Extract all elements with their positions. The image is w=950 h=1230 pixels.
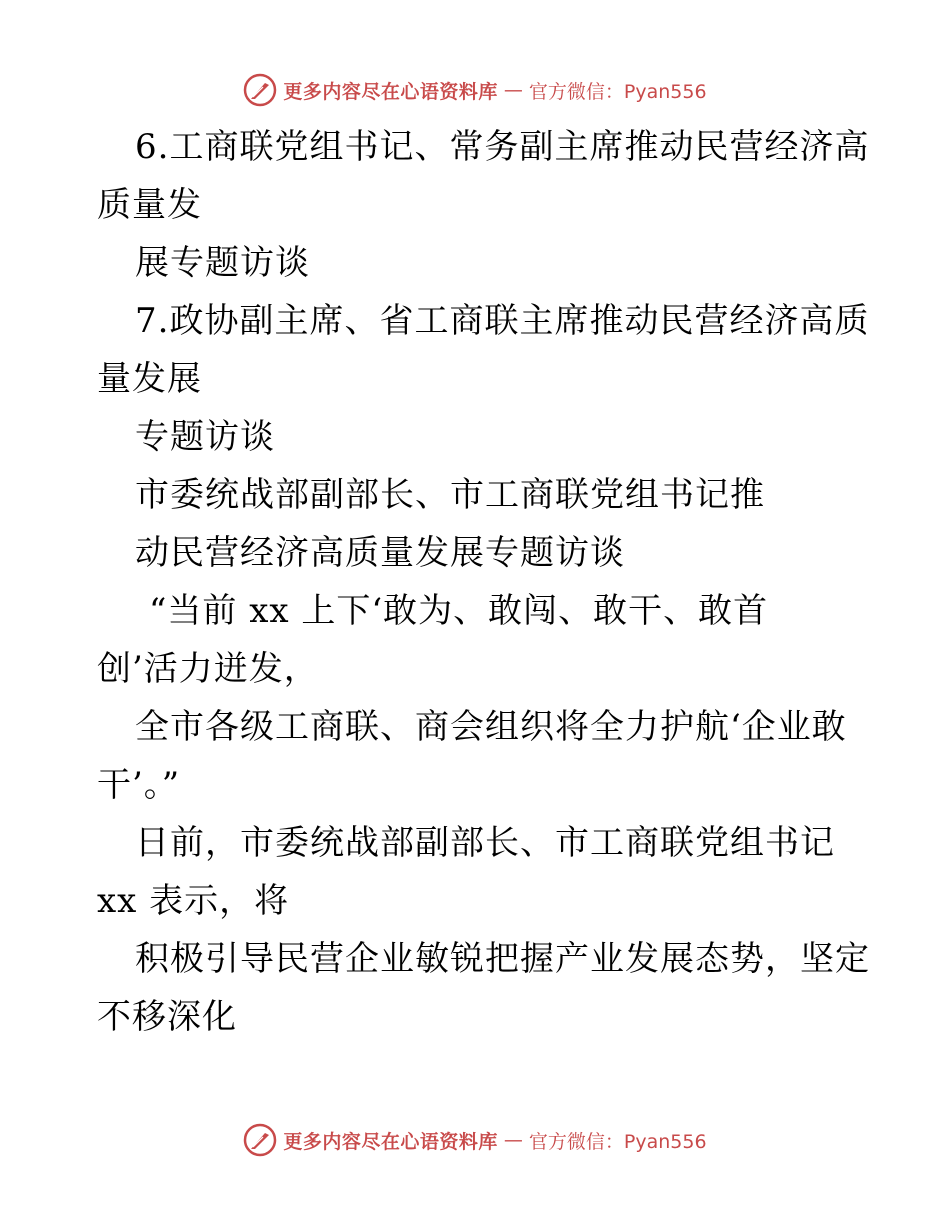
document-body [97, 118, 870, 1046]
text-line: 7.政协副主席、省工商联主席推动民营经济高质 [135, 301, 870, 341]
header-wechat: 官方微信：Pyan556 [528, 80, 707, 103]
text-line: 展专题访谈 [135, 243, 310, 283]
text-line: 专题访谈 [135, 417, 275, 457]
feather-logo-icon [243, 1123, 277, 1157]
text-line: 日前，市委统战部副部长、市工商联党组书记 [135, 823, 835, 863]
header-dash: — [503, 79, 523, 101]
footer-site-name: 更多内容尽在心语资料库 [283, 1130, 498, 1153]
text-line: 市委统战部副部长、市工商联党组书记推 [135, 475, 765, 515]
text-line: xx 表示，将 [97, 881, 290, 921]
text-line: 动民营经济高质量发展专题访谈 [135, 533, 625, 573]
text-line: 不移深化 [97, 997, 237, 1037]
text-line: 量发展 [97, 359, 202, 399]
footer-wechat: 官方微信：Pyan556 [528, 1130, 707, 1153]
text-line: 干’。” [97, 765, 181, 805]
footer-banner [0, 1120, 950, 1160]
feather-logo-icon [243, 73, 277, 107]
header-site-name: 更多内容尽在心语资料库 [283, 80, 498, 103]
text-line: 6.工商联党组书记、常务副主席推动民营经济高 [135, 127, 870, 167]
text-line: 全市各级工商联、商会组织将全力护航‘企业敢 [135, 707, 847, 747]
footer-dash: — [503, 1129, 523, 1151]
header-banner [0, 70, 950, 110]
text-line: 质量发 [97, 185, 202, 225]
text-line: “当前 xx 上下‘敢为、敢闯、敢干、敢首 [149, 591, 769, 631]
text-line: 积极引导民营企业敏锐把握产业发展态势，坚定 [135, 939, 870, 979]
text-line: 创’活力迸发， [97, 649, 319, 689]
